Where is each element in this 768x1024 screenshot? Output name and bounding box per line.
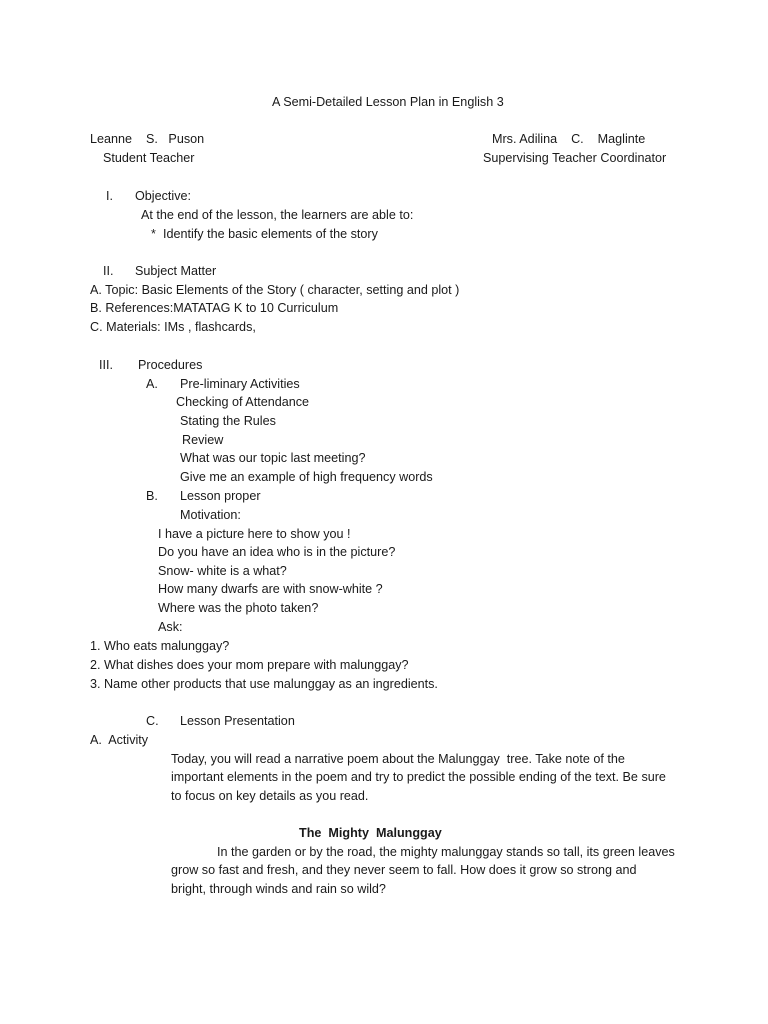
subject-heading: Subject Matter <box>135 264 217 278</box>
objective-intro: At the end of the lesson, the learners are able to: <box>141 208 414 222</box>
supervisor-role: Supervising Teacher Coordinator <box>483 151 667 165</box>
ask-item: 1. Who eats malunggay? <box>90 639 230 653</box>
subject-materials: C. Materials: IMs , flashcards, <box>90 320 256 334</box>
procedures-numeral: III. <box>99 358 113 372</box>
student-role: Student Teacher <box>103 151 195 165</box>
bullet-marker: * <box>151 227 156 241</box>
section-c-marker: C. <box>146 714 159 728</box>
student-name: Leanne S. Puson <box>90 132 205 146</box>
list-item: Stating the Rules <box>180 414 276 428</box>
list-item: Give me an example of high frequency words <box>180 470 433 484</box>
section-a-marker: A. <box>146 377 158 391</box>
section-b-heading: Lesson proper <box>180 489 261 503</box>
section-b-marker: B. <box>146 489 158 503</box>
poem-title: The Mighty Malunggay <box>299 826 442 840</box>
section-c-heading: Lesson Presentation <box>180 714 295 728</box>
ask-item: 3. Name other products that use malunggay as an ingredients. <box>90 677 438 691</box>
document-title: A Semi-Detailed Lesson Plan in English 3 <box>272 95 504 109</box>
list-item: Checking of Attendance <box>176 395 310 409</box>
motivation-line: I have a picture here to show you ! <box>158 527 351 541</box>
subject-numeral: II. <box>103 264 114 278</box>
activity-line: Today, you will read a narrative poem about the Malunggay tree. Take note of the <box>171 752 625 766</box>
activity-label: A. Activity <box>90 733 149 747</box>
section-a-heading: Pre-liminary Activities <box>180 377 300 391</box>
poem-line: In the garden or by the road, the mighty malunggay stands so tall, its green leaves <box>217 845 675 859</box>
objective-bullet: Identify the basic elements of the story <box>163 227 378 241</box>
motivation-line: Ask: <box>158 620 183 634</box>
activity-line: to focus on key details as you read. <box>171 789 369 803</box>
motivation-line: Where was the photo taken? <box>158 601 319 615</box>
poem-line: grow so fast and fresh, and they never seem to fall. How does it grow so strong and <box>171 863 637 877</box>
poem-line: bright, through winds and rain so wild? <box>171 882 386 896</box>
list-item: What was our topic last meeting? <box>180 451 366 465</box>
subject-topic: A. Topic: Basic Elements of the Story ( character, setting and plot ) <box>90 283 460 297</box>
subject-references: B. References:MATATAG K to 10 Curriculum <box>90 301 339 315</box>
motivation-label: Motivation: <box>180 508 241 522</box>
list-item: Review <box>182 433 224 447</box>
activity-line: important elements in the poem and try to predict the possible ending of the text. Be sure <box>171 770 666 784</box>
motivation-line: Snow- white is a what? <box>158 564 287 578</box>
objective-heading: Objective: <box>135 189 191 203</box>
procedures-heading: Procedures <box>138 358 203 372</box>
ask-item: 2. What dishes does your mom prepare with malunggay? <box>90 658 409 672</box>
motivation-line: How many dwarfs are with snow-white ? <box>158 582 383 596</box>
motivation-line: Do you have an idea who is in the picture? <box>158 545 396 559</box>
supervisor-name: Mrs. Adilina C. Maglinte <box>492 132 646 146</box>
objective-numeral: I. <box>106 189 113 203</box>
